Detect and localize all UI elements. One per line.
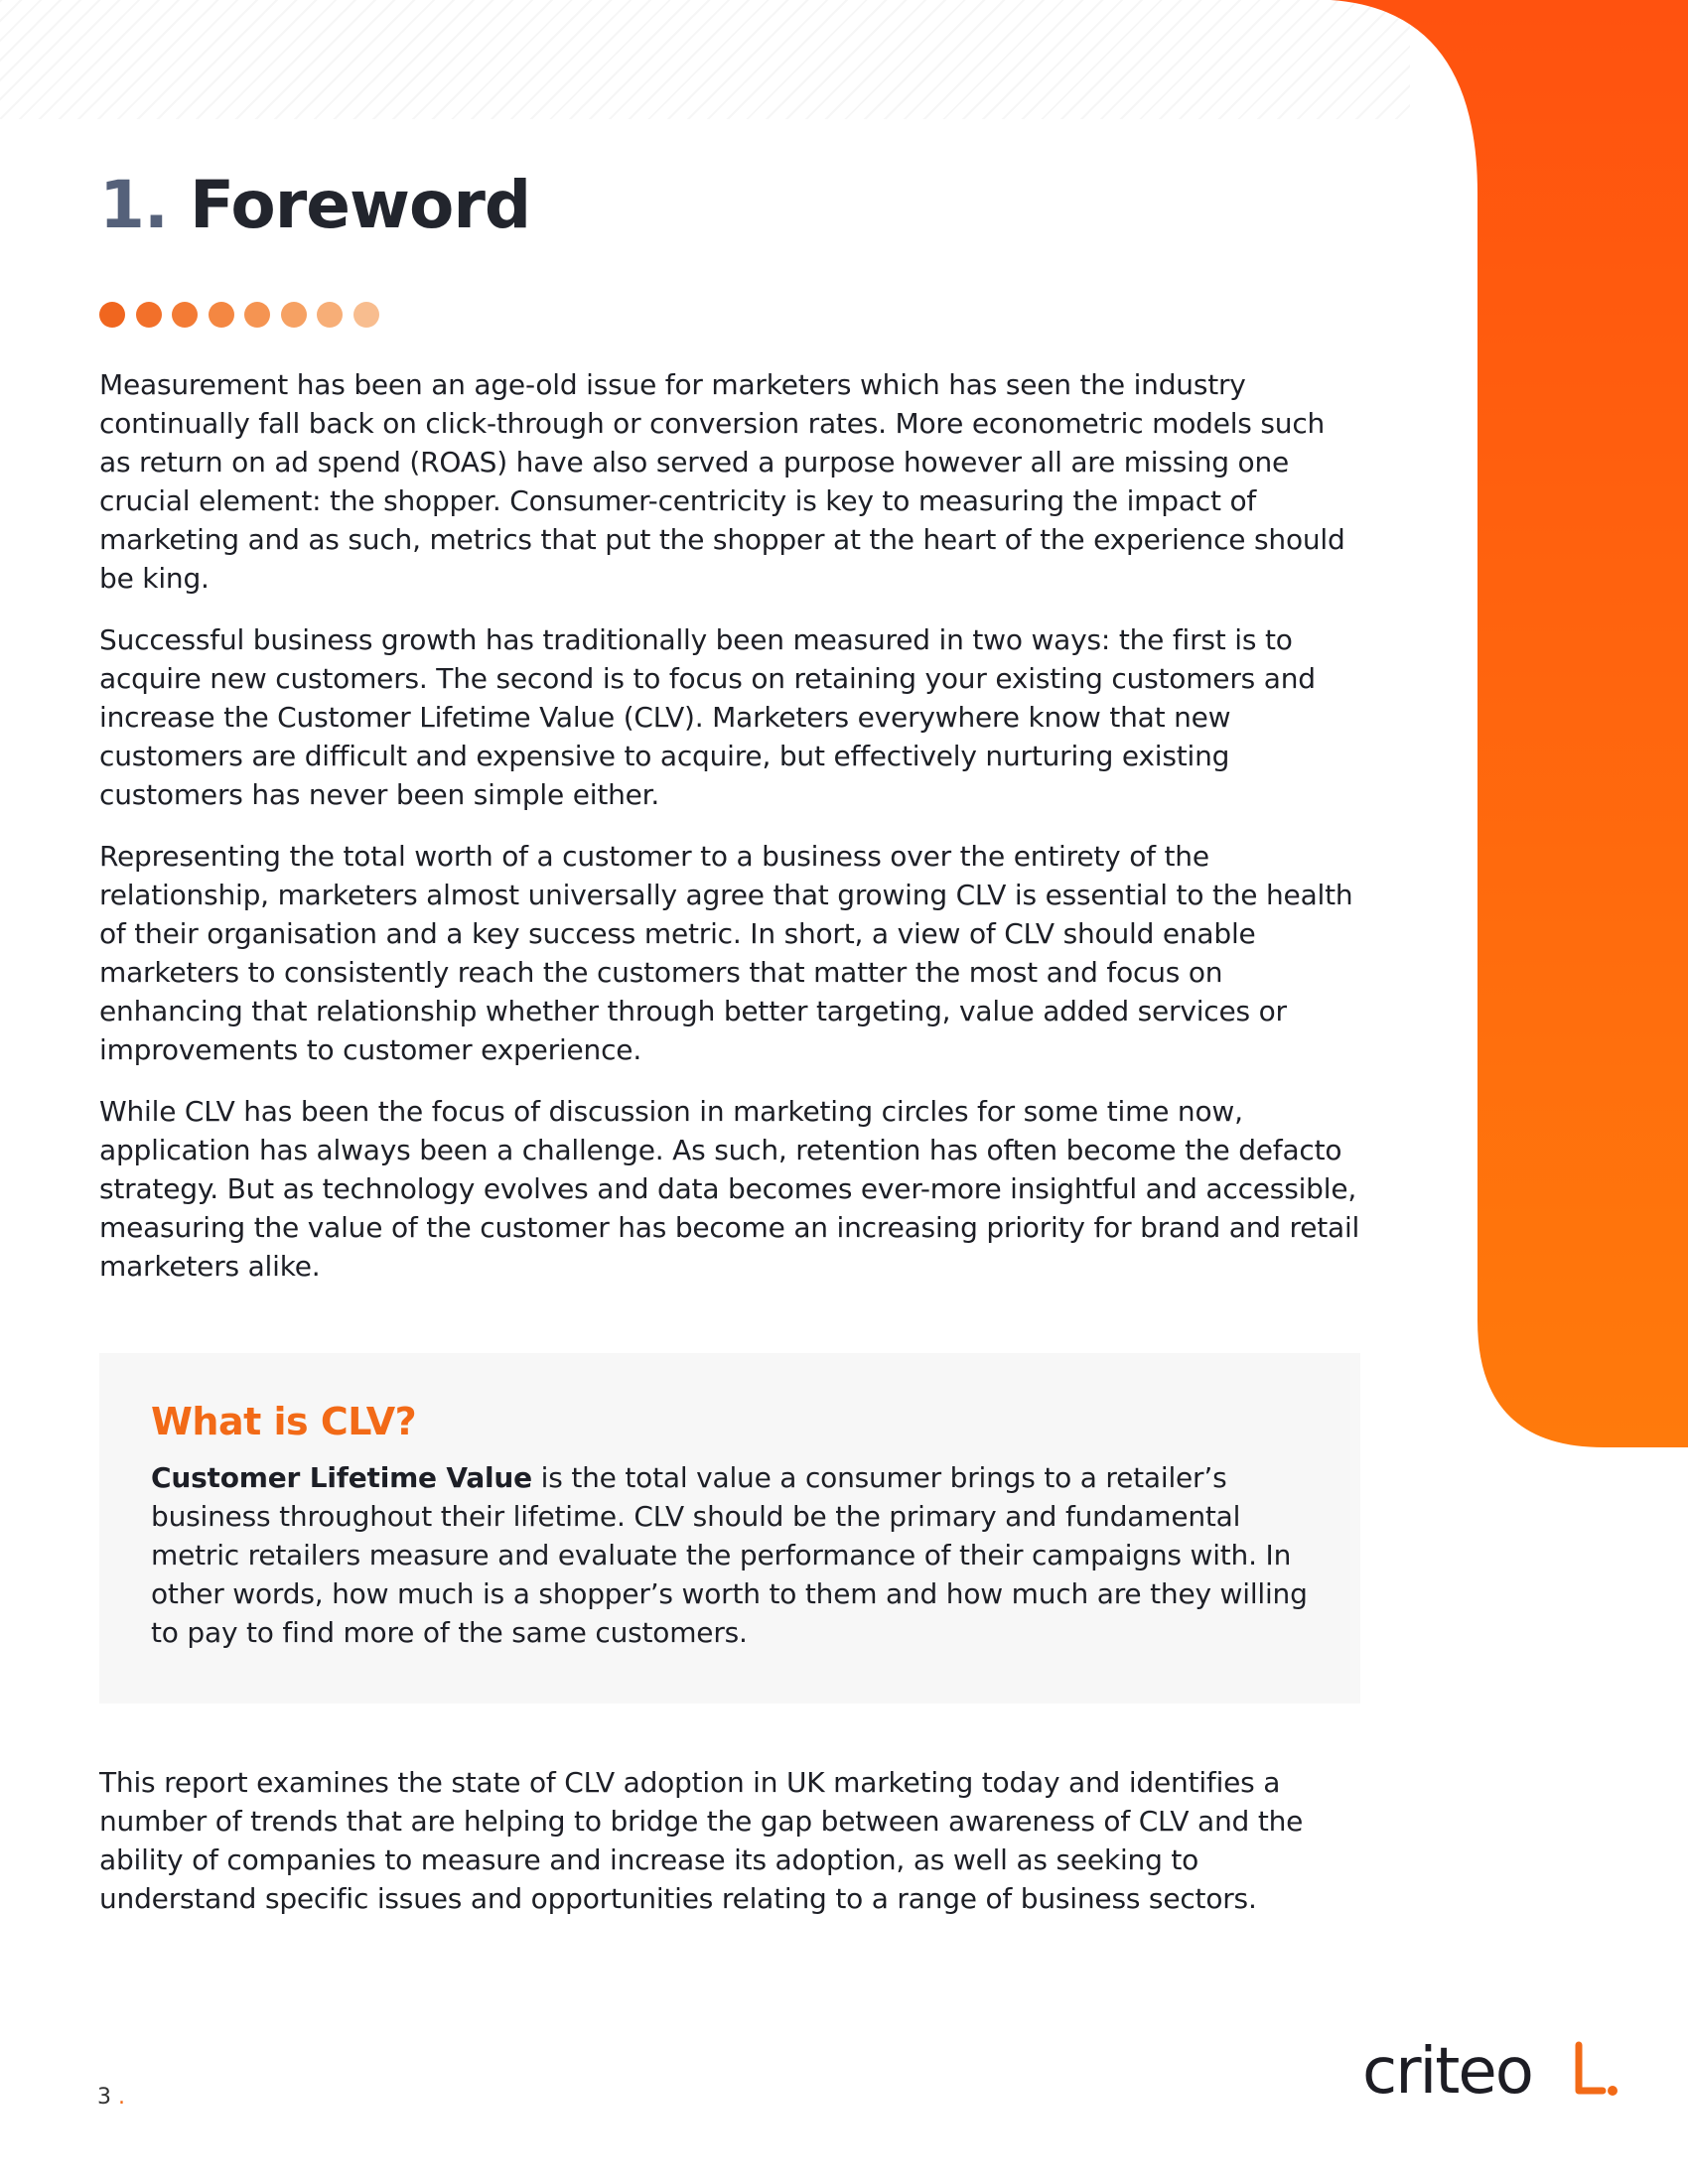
decorative-dot — [281, 302, 307, 328]
clv-definition-callout — [99, 1353, 1360, 1704]
callout-term: Customer Lifetime Value — [151, 1461, 532, 1494]
decorative-dot — [136, 302, 162, 328]
page-number — [97, 2085, 125, 2110]
criteo-logo-mark — [1362, 2031, 1620, 2111]
section-heading — [99, 159, 1360, 252]
decorative-dot — [244, 302, 270, 328]
decorative-dot — [317, 302, 343, 328]
callout-text — [151, 1458, 1309, 1652]
decorative-dot-row — [99, 302, 1360, 330]
section-title: Foreword — [189, 167, 531, 243]
section-number: 1. — [99, 167, 168, 243]
callout-title: What is CLV? — [151, 1400, 417, 1443]
page-number-value: 3 — [97, 2085, 111, 2110]
criteo-logo-accent — [1579, 2045, 1603, 2091]
callout-definition: is the total value a consumer brings to a retailer’s business throughout their lifetime. CLV should be the primary and fundamental metric retailers measure and evaluate the performance of their campaigns with. In other words, how much is a shopper’s worth to them and how much are they willing to pay to find more of the same customers. — [151, 1461, 1308, 1649]
body-paragraph-4: While CLV has been the focus of discussion in marketing circles for some time now, application has always been a challenge. As such, retention has often become the defacto strategy. But as technology evolves and data becomes ever-more insightful and accessible, measuring the value of the customer has become an increasing priority for brand and retail marketers alike. — [99, 1095, 1360, 1283]
criteo-logo-dot — [1608, 2086, 1618, 2096]
decorative-dot — [99, 302, 125, 328]
body-paragraph-1: Measurement has been an age-old issue for marketers which has seen the industry continually fall back on click-through or conversion rates. More econometric models such as return on ad spend (ROAS) have also served a purpose however all are missing one crucial element: the shopper. Consumer-centricity is key to measuring the impact of marketing and as such, metrics that put the shopper at the heart of the experience should be king. — [99, 368, 1345, 595]
body-paragraph-3: Representing the total worth of a customer to a business over the entirety of the relationship, marketers almost universally agree that growing CLV is essential to the health of their organisation and a key success metric. In short, a view of CLV should enable marketers to consistently reach the customers that matter the most and focus on enhancing that relationship whether through better targeting, value added services or improvements to customer experience. — [99, 840, 1353, 1066]
closing-paragraph: This report examines the state of CLV adoption in UK marketing today and identifies a number of trends that are helping to bridge the gap between awareness of CLV and the ability of companies to measure and increase its adoption, as well as seeking to understand specific issues and opportunities relating to a range of business sectors. — [99, 1766, 1304, 1915]
decorative-dot — [172, 302, 198, 328]
body-paragraph-2: Successful business growth has traditionally been measured in two ways: the first is to acquire new customers. The second is to focus on retaining your existing customers and increase the Customer Lifetime Value (CLV). Marketers everywhere know that new customers are difficult and expensive to acquire, but effectively nurturing existing customers has never been simple either. — [99, 623, 1316, 811]
criteo-logo — [1362, 2031, 1620, 2115]
decorative-dot — [209, 302, 234, 328]
main-content — [99, 159, 1360, 1918]
criteo-logo-text: criteo — [1362, 2035, 1532, 2109]
decorative-dot — [353, 302, 379, 328]
page-number-dot: . — [118, 2085, 125, 2110]
